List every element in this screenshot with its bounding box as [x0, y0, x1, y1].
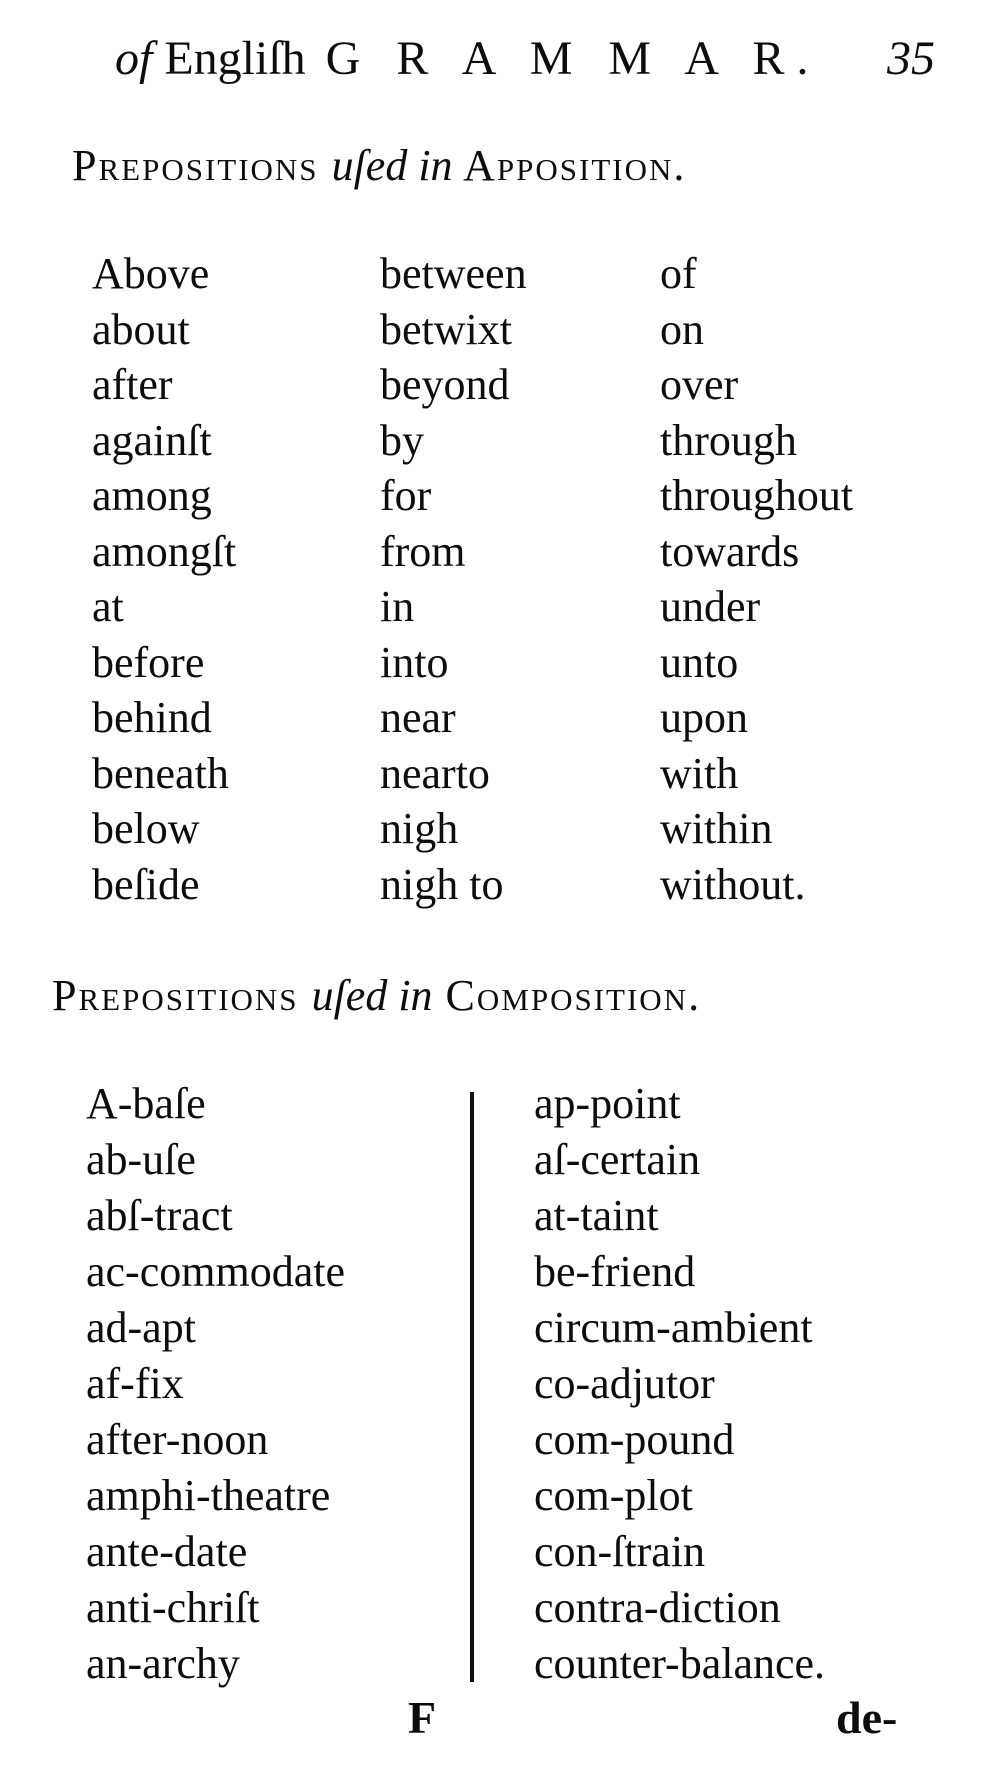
preposition-word: nearto	[380, 748, 490, 798]
preposition-word: among	[92, 471, 212, 520]
preposition-word: throughout	[660, 471, 854, 520]
preposition-word: beneath	[92, 748, 229, 798]
preposition-word: about	[92, 304, 190, 354]
preposition-word: through	[660, 415, 797, 465]
compound-word: co-adjutor	[534, 1359, 715, 1408]
composition-heading-last: Composition.	[445, 971, 702, 1020]
running-head-word: Engliſh	[164, 32, 306, 85]
composition-heading	[52, 966, 701, 1026]
preposition-word: upon	[660, 693, 748, 742]
compound-word: aſ-certain	[534, 1135, 701, 1184]
preposition-word: nigh	[380, 804, 459, 853]
preposition-word: before	[92, 637, 205, 687]
column-divider	[470, 1092, 474, 1682]
preposition-word: by	[380, 415, 424, 465]
preposition-word: within	[660, 804, 773, 853]
apposition-heading	[72, 136, 686, 196]
apposition-column-3	[660, 246, 853, 912]
compound-word: ap-point	[534, 1079, 681, 1128]
apposition-column-2	[380, 246, 527, 912]
apposition-column-1	[92, 246, 236, 912]
preposition-word: on	[660, 304, 704, 354]
compound-word: abſ-tract	[86, 1191, 233, 1240]
signature-mark: F	[408, 1692, 437, 1743]
compound-word: amphi-theatre	[86, 1471, 331, 1520]
preposition-word: over	[660, 360, 739, 409]
catchword: de-	[836, 1692, 898, 1743]
apposition-heading-last: Apposition.	[463, 141, 687, 190]
preposition-word: unto	[660, 637, 739, 687]
preposition-word: for	[380, 471, 432, 520]
preposition-word: below	[92, 804, 200, 853]
composition-heading-italic: uſed in	[311, 971, 433, 1020]
preposition-word: beſide	[92, 859, 200, 909]
apposition-heading-first: Prepositions	[72, 141, 319, 190]
preposition-word: near	[380, 693, 456, 742]
compound-word: af-fix	[86, 1359, 184, 1408]
running-head-title: G R A M M A R.	[325, 32, 821, 85]
running-head	[115, 24, 935, 94]
compound-word: A-baſe	[86, 1079, 206, 1128]
compound-word: after-noon	[86, 1415, 269, 1464]
preposition-word: of	[660, 249, 697, 298]
preposition-word: betwixt	[380, 304, 512, 354]
compound-word: an-archy	[86, 1639, 240, 1688]
preposition-word: after	[92, 360, 173, 409]
preposition-word: with	[660, 748, 739, 798]
compound-word: com-plot	[534, 1471, 693, 1520]
compound-word: contra-diction	[534, 1583, 781, 1632]
composition-column-1	[86, 1076, 345, 1692]
preposition-word: under	[660, 582, 761, 631]
compound-word: anti-chriſt	[86, 1583, 260, 1632]
preposition-word: beyond	[380, 360, 510, 409]
composition-column-2	[534, 1076, 825, 1692]
compound-word: com-pound	[534, 1415, 735, 1464]
compound-word: be-friend	[534, 1247, 696, 1296]
running-head-prefix: of	[115, 32, 153, 85]
preposition-word: into	[380, 637, 449, 687]
preposition-word: againſt	[92, 415, 212, 465]
compound-word: at-taint	[534, 1191, 659, 1240]
preposition-word: without.	[660, 859, 806, 909]
preposition-word: amongſt	[92, 526, 237, 576]
compound-word: counter-balance.	[534, 1639, 826, 1688]
apposition-heading-italic: uſed in	[331, 141, 453, 190]
preposition-word: Above	[92, 249, 210, 298]
preposition-word: in	[380, 582, 415, 631]
compound-word: circum-ambient	[534, 1303, 813, 1352]
page-number: 35	[887, 32, 935, 85]
preposition-word: behind	[92, 693, 212, 742]
compound-word: ab-uſe	[86, 1135, 196, 1184]
preposition-word: between	[380, 249, 527, 298]
compound-word: ac-commodate	[86, 1247, 345, 1296]
compound-word: ante-date	[86, 1527, 248, 1576]
preposition-word: from	[380, 526, 466, 576]
preposition-word: at	[92, 582, 124, 631]
composition-heading-first: Prepositions	[52, 971, 299, 1020]
compound-word: ad-apt	[86, 1303, 196, 1352]
preposition-word: towards	[660, 526, 800, 576]
preposition-word: nigh to	[380, 859, 504, 909]
compound-word: con-ſtrain	[534, 1527, 706, 1576]
